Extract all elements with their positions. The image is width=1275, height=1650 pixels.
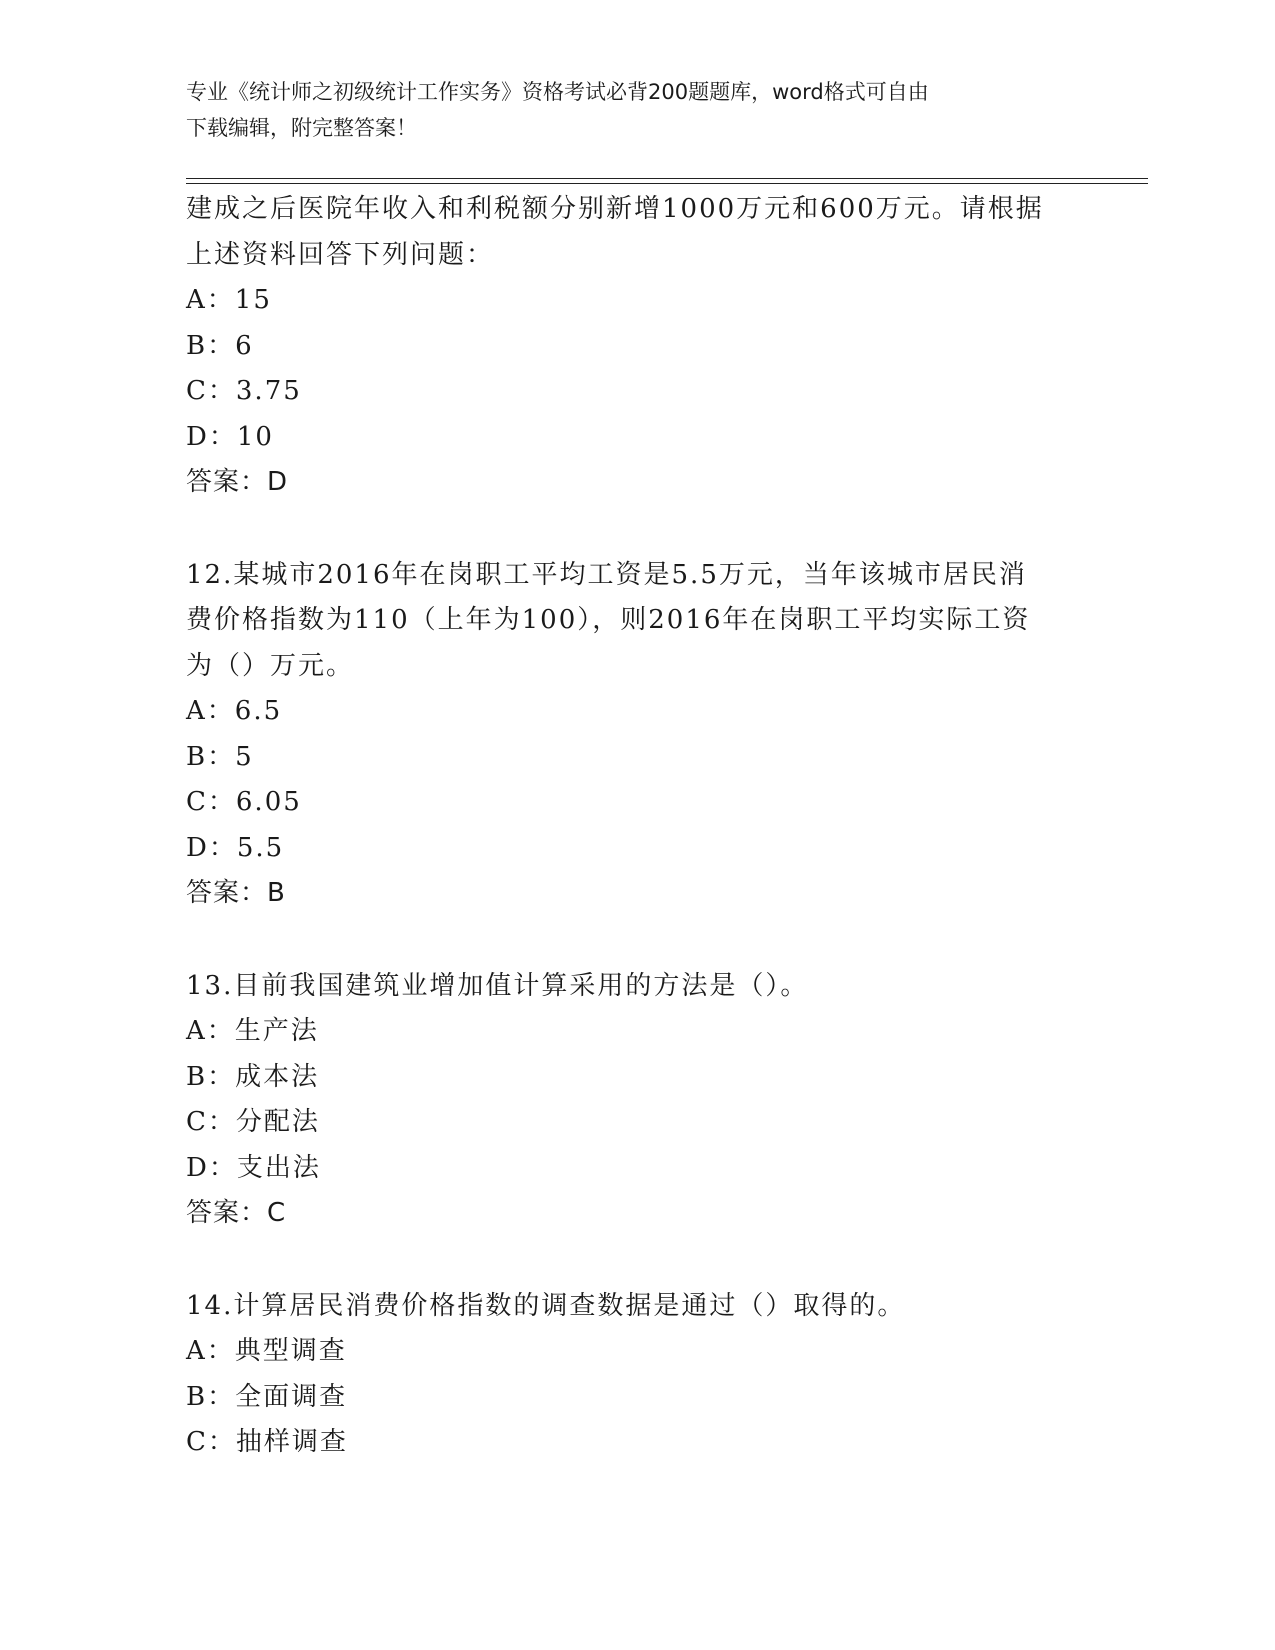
- answer-label: 答案：B: [186, 878, 286, 908]
- option-c: C：分配法: [186, 1107, 320, 1137]
- option-a: A：生产法: [186, 1016, 319, 1046]
- answer-label: 答案：C: [186, 1198, 287, 1228]
- question-text-line: 14.计算居民消费价格指数的调查数据是通过（）取得的。: [186, 1290, 906, 1321]
- document-header: [186, 74, 1086, 146]
- spacer: [186, 1237, 1086, 1284]
- question-text-line: 13.目前我国建筑业增加值计算采用的方法是（）。: [186, 970, 809, 1001]
- question-11-continuation: [186, 187, 1086, 506]
- option-d: D：5.5: [186, 832, 285, 863]
- question-13: [186, 964, 1086, 1237]
- option-c: C：3.75: [186, 376, 302, 406]
- question-text-line: 费价格指数为110（上年为100），则2016年在岗职工平均实际工资: [186, 605, 1031, 635]
- option-b: B：全面调查: [186, 1381, 348, 1412]
- answer-label: 答案：D: [186, 467, 289, 497]
- option-b: B：6: [186, 330, 254, 361]
- header-line-2: 下载编辑，附完整答案！: [186, 116, 417, 140]
- option-d: D：10: [186, 421, 274, 452]
- option-b: B：5: [186, 741, 254, 772]
- header-divider-top: [186, 178, 1148, 179]
- option-c: C：6.05: [186, 787, 302, 817]
- option-d: D：支出法: [186, 1152, 321, 1183]
- question-text-line: 12.某城市2016年在岗职工平均工资是5.5万元，当年该城市居民消: [186, 559, 1027, 590]
- question-text-line: 为（）万元。: [186, 650, 355, 681]
- spacer: [186, 506, 1086, 553]
- question-content: [186, 187, 1086, 1466]
- option-b: B：成本法: [186, 1061, 320, 1092]
- option-a: A：15: [186, 285, 272, 315]
- question-12: [186, 553, 1086, 917]
- question-text-line: 上述资料回答下列问题：: [186, 239, 495, 270]
- option-c: C：抽样调查: [186, 1427, 348, 1457]
- header-line-1: 专业《统计师之初级统计工作实务》资格考试必背200题题库，word格式可自由: [186, 80, 929, 104]
- option-a: A：典型调查: [186, 1336, 347, 1366]
- spacer: [186, 917, 1086, 964]
- header-divider-bottom: [186, 183, 1148, 184]
- option-a: A：6.5: [186, 696, 283, 726]
- question-text-line: 建成之后医院年收入和利税额分别新增1000万元和600万元。请根据: [186, 194, 1044, 224]
- question-14: [186, 1284, 1086, 1466]
